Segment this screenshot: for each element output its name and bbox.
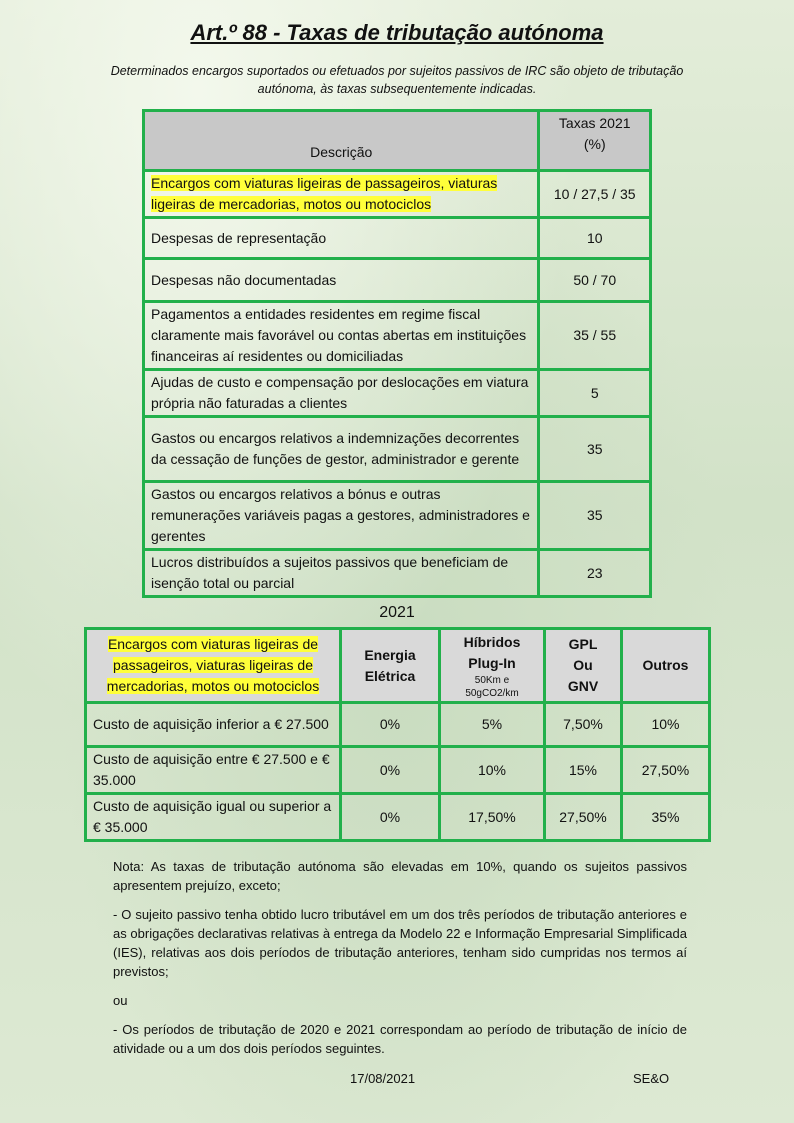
header-gpl-line1: GPL <box>568 636 598 652</box>
table-row <box>144 417 651 482</box>
header-electric-line2: Elétrica <box>364 667 416 684</box>
header-hybrid <box>440 629 545 703</box>
row-description: Custo de aquisição entre € 27.500 e € 35.000 <box>86 747 341 794</box>
row-description: Gastos ou encargos relativos a bónus e outras remunerações variáveis pagas a gestores, administradores e gerentes <box>144 482 539 550</box>
note-exception-2: - Os períodos de tributação de 2020 e 2021 correspondam ao período de tributação de início de atividade ou a um dos dois períodos seguintes. <box>113 1022 687 1056</box>
row-rate: 35 <box>539 417 651 482</box>
row-description <box>144 171 539 218</box>
cell-gpl: 27,50% <box>545 794 622 841</box>
row-description: Pagamentos a entidades residentes em regime fiscal claramente mais favorável ou contas abertas em instituições financeiras aí residentes ou domiciliadas <box>144 302 539 370</box>
table-row <box>86 794 710 841</box>
table-header-row <box>86 629 710 703</box>
footer-date: 17/08/2021 <box>350 1071 416 1086</box>
header-gpl-line3: GNV <box>567 678 599 694</box>
header-rate-line1: Taxas 2021 <box>558 115 631 131</box>
note-exception-1: - O sujeito passivo tenha obtido lucro tributável em um dos três períodos de tributação anteriores e as obrigações declarativas relativas à entrega da Modelo 22 e Informação Empresarial Simplificada (IES), relativas aos dois períodos de tributação anteriores, tenham sido cumpridas nos termos aí previstos; <box>113 907 687 979</box>
row-rate: 10 / 27,5 / 35 <box>539 171 651 218</box>
rates-table <box>142 109 652 598</box>
row-rate: 35 <box>539 482 651 550</box>
row-description: Ajudas de custo e compensação por deslocações em viatura própria não faturadas a clientes <box>144 370 539 417</box>
row-description: Custo de aquisição inferior a € 27.500 <box>86 703 341 747</box>
note-or: ou <box>113 993 128 1008</box>
table-header-row <box>144 111 651 171</box>
cell-gpl: 7,50% <box>545 703 622 747</box>
cell-electric: 0% <box>341 747 440 794</box>
table-row <box>144 482 651 550</box>
note-paragraph: Nota: As taxas de tributação autónoma são elevadas em 10%, quando os sujeitos passivos apresentem prejuízo, exceto; <box>113 859 687 893</box>
cell-electric: 0% <box>341 794 440 841</box>
vehicle-rates-table <box>84 627 711 842</box>
row-description: Lucros distribuídos a sujeitos passivos que beneficiam de isenção total ou parcial <box>144 550 539 597</box>
cell-hybrid: 17,50% <box>440 794 545 841</box>
row-rate: 35 / 55 <box>539 302 651 370</box>
cell-electric: 0% <box>341 703 440 747</box>
header-vehicle-description <box>86 629 341 703</box>
table-row <box>86 703 710 747</box>
footer-author: SE&O <box>633 1071 670 1086</box>
header-description: Descrição <box>144 111 539 171</box>
header-electric <box>341 629 440 703</box>
header-rate <box>539 111 651 171</box>
table-row <box>144 370 651 417</box>
table-row <box>144 302 651 370</box>
page-title: Art.º 88 - Taxas de tributação autónoma <box>190 20 604 45</box>
row-description: Custo de aquisição igual ou superior a € 35.000 <box>86 794 341 841</box>
cell-gpl: 15% <box>545 747 622 794</box>
cell-other: 35% <box>622 794 710 841</box>
year-label: 2021 <box>379 604 415 621</box>
header-rate-line2: (%) <box>583 136 606 152</box>
cell-other: 27,50% <box>622 747 710 794</box>
row-description: Despesas não documentadas <box>144 259 539 302</box>
cell-hybrid: 5% <box>440 703 545 747</box>
row-rate: 5 <box>539 370 651 417</box>
table-row <box>144 218 651 259</box>
row-rate: 10 <box>539 218 651 259</box>
row-rate: 50 / 70 <box>539 259 651 302</box>
row-rate: 23 <box>539 550 651 597</box>
header-hybrid-line1: Híbridos <box>463 633 521 650</box>
table-row <box>144 550 651 597</box>
header-other: Outros <box>622 629 710 703</box>
intro-text: Determinados encargos suportados ou efetuados por sujeitos passivos de IRC são objeto de tributação autónoma, às taxas subsequentemente indicadas. <box>110 64 684 96</box>
header-hybrid-note-line2: 50gCO2/km <box>465 687 519 699</box>
header-gpl-line2: Ou <box>573 657 593 673</box>
header-hybrid-note-line1: 50Km e <box>474 674 510 686</box>
table-row <box>144 259 651 302</box>
highlighted-description: Encargos com viaturas ligeiras de passageiros, viaturas ligeiras de mercadorias, motos ou motociclos <box>151 175 498 212</box>
cell-hybrid: 10% <box>440 747 545 794</box>
header-hybrid-line2: Plug-In <box>468 654 516 671</box>
row-description: Gastos ou encargos relativos a indemnizações decorrentes da cessação de funções de gestor, administrador e gerente <box>144 417 539 482</box>
cell-other: 10% <box>622 703 710 747</box>
header-gpl <box>545 629 622 703</box>
highlighted-description: Encargos com viaturas ligeiras de passageiros, viaturas ligeiras de mercadorias, motos ou motociclos <box>106 636 320 694</box>
header-electric-line1: Energia <box>364 646 416 663</box>
table-row <box>86 747 710 794</box>
row-description: Despesas de representação <box>144 218 539 259</box>
table-row <box>144 171 651 218</box>
